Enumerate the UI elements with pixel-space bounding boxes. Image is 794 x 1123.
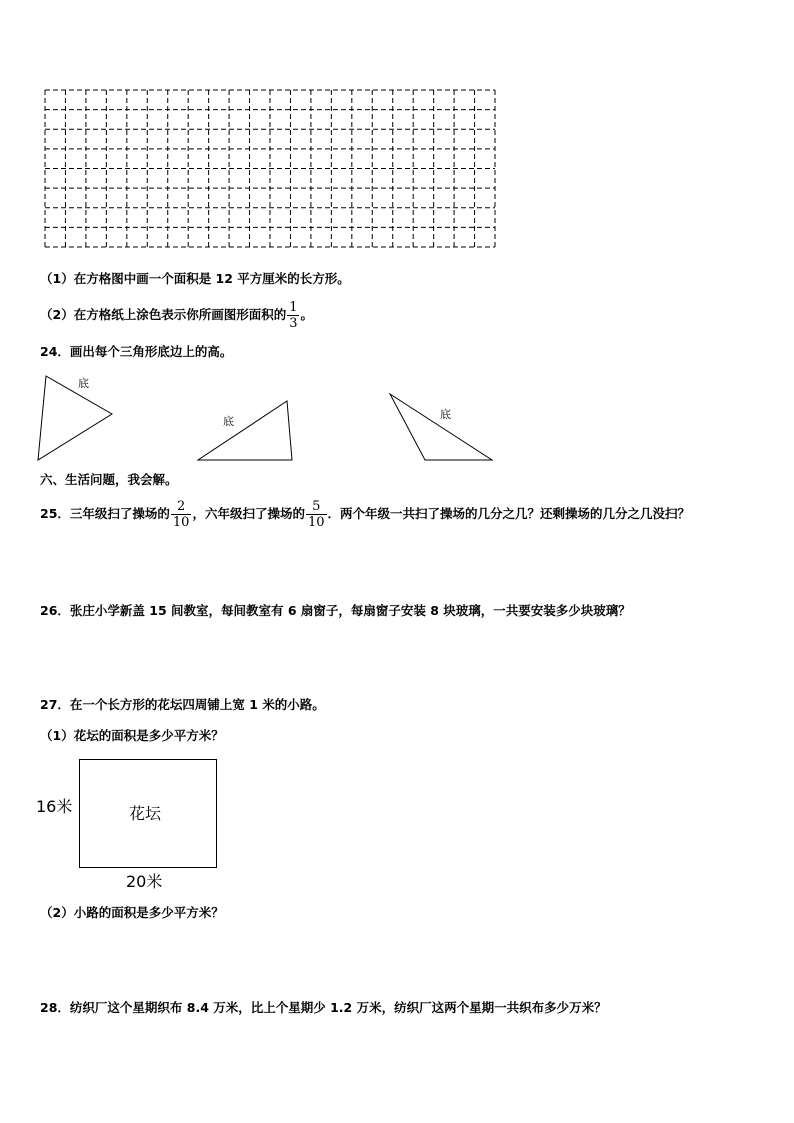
triangle-3-base-label: 底 [440,408,451,421]
fraction-numerator: 2 [171,499,192,515]
q25-seg1: 25．三年级扫了操场的 [40,506,170,521]
q25-prompt [40,493,690,535]
triangle-1 [38,376,112,460]
triangle-2-base-label: 底 [223,415,234,428]
triangle-1-base-label: 底 [78,377,89,390]
dashed-grid [44,89,496,248]
q23-part2 [40,296,313,334]
section-6-title: 六、生活问题，我会解。 [40,472,178,487]
q26-prompt: 26．张庄小学新盖 15 间教室，每间教室有 6 扇窗子，每扇窗子安装 8 块玻璃，一共要安装多少块玻璃？ [40,603,631,618]
fraction-denominator: 3 [289,316,298,331]
q27-prompt: 27．在一个长方形的花坛四周铺上宽 1 米的小路。 [40,697,325,712]
fraction-denominator: 10 [172,515,190,530]
flowerbed-figure [30,755,230,895]
fraction-numerator: 1 [289,300,298,315]
flowerbed-label: 花坛 [129,804,162,823]
triangle-3 [390,394,492,460]
q24-prompt: 24．画出每个三角形底边上的高。 [40,344,233,359]
fraction-denominator: 10 [307,515,325,530]
q23-fraction [287,300,299,331]
q23-part2-end: 。 [300,307,313,322]
flowerbed-height-label: 16米 [36,797,73,816]
q23-part1: （1）在方格图中画一个面积是 12 平方厘米的长方形。 [40,271,350,286]
fraction-numerator: 5 [306,499,327,515]
q25-seg3: ．两个年级一共扫了操场的几分之几？还剩操场的几分之几没扫？ [327,506,691,521]
triangles-figure [0,370,794,465]
flowerbed-width-label: 20米 [126,872,163,891]
q27-part1: （1）花坛的面积是多少平方米？ [40,728,224,743]
q25-fraction-1 [171,499,192,530]
q23-part2-text: （2）在方格纸上涂色表示你所画图形面积的 [40,307,287,322]
q28-prompt: 28．纺织厂这个星期织布 8.4 万米，比上个星期少 1.2 万米，纺织厂这两个星期一共织布多少万米？ [40,1000,607,1015]
triangle-2 [198,401,292,460]
q27-part2: （2）小路的面积是多少平方米？ [40,905,224,920]
q25-fraction-2 [306,499,327,530]
q25-seg2: ，六年级扫了操场的 [192,506,305,521]
